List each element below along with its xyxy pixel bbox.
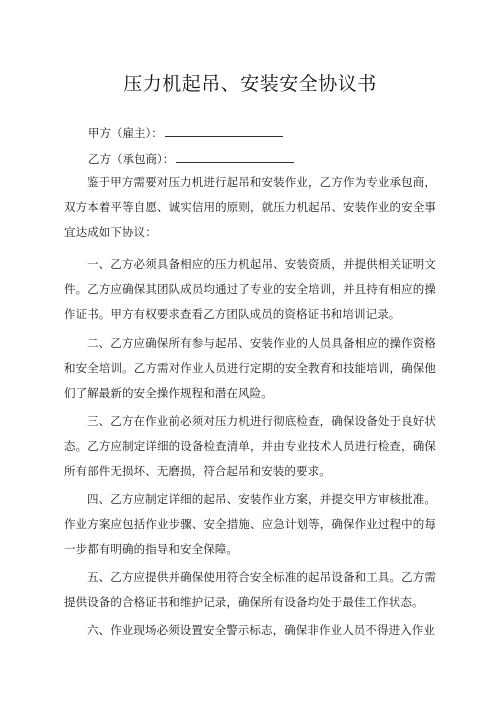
clause-5-paragraph: 五、乙方应提供并确保使用符合安全标准的起吊设备和工具。乙方需提供设备的合格证书和维护记录，确保所有设备均处于最佳工作状态。 [64,570,436,610]
preamble-paragraph: 鉴于甲方需要对压力机进行起吊和安装作业，乙方作为专业承包商，双方本着平等自愿、诚实信用的原则，就压力机起吊、安装作业的安全事宜达成如下协议： [64,175,436,240]
clause-6-paragraph: 六、作业现场必须设置安全警示标志，确保非作业人员不得进入作业 [87,623,435,637]
party-b-field [88,151,294,167]
party-b-label: 乙方（承包商）： [88,152,175,166]
clause-2-paragraph: 二、乙方应确保所有参与起吊、安装作业的人员具备相应的操作资格和安全培训。乙方需对作业人员进行定期的安全教育和技能培训，确保他们了解最新的安全操作规程和潜在风险。 [64,336,436,401]
party-a-label: 甲方（雇主）： [88,126,163,140]
clause-1-paragraph: 一、乙方必须具备相应的压力机起吊、安装资质，并提供相关证明文件。乙方应确保其团队成员均通过了专业的安全培训，并且持有相应的操作证书。甲方有权要求查看乙方团队成员的资格证书和培训记录。 [64,257,436,322]
party-b-blank-line [176,152,294,163]
party-a-blank-line [165,126,283,137]
document-title: 压力机起吊、安装安全协议书 [123,73,377,95]
party-a-field [88,125,283,141]
clause-4-paragraph: 四、乙方应制定详细的起吊、安装作业方案，并提交甲方审核批准。作业方案应包括作业步骤、安全措施、应急计划等，确保作业过程中的每一步都有明确的指导和安全保障。 [64,492,436,557]
clause-3-paragraph: 三、乙方在作业前必须对压力机进行彻底检查，确保设备处于良好状态。乙方应制定详细的设备检查清单，并由专业技术人员进行检查，确保所有部件无损坏、无磨损，符合起吊和安装的要求。 [64,414,436,479]
